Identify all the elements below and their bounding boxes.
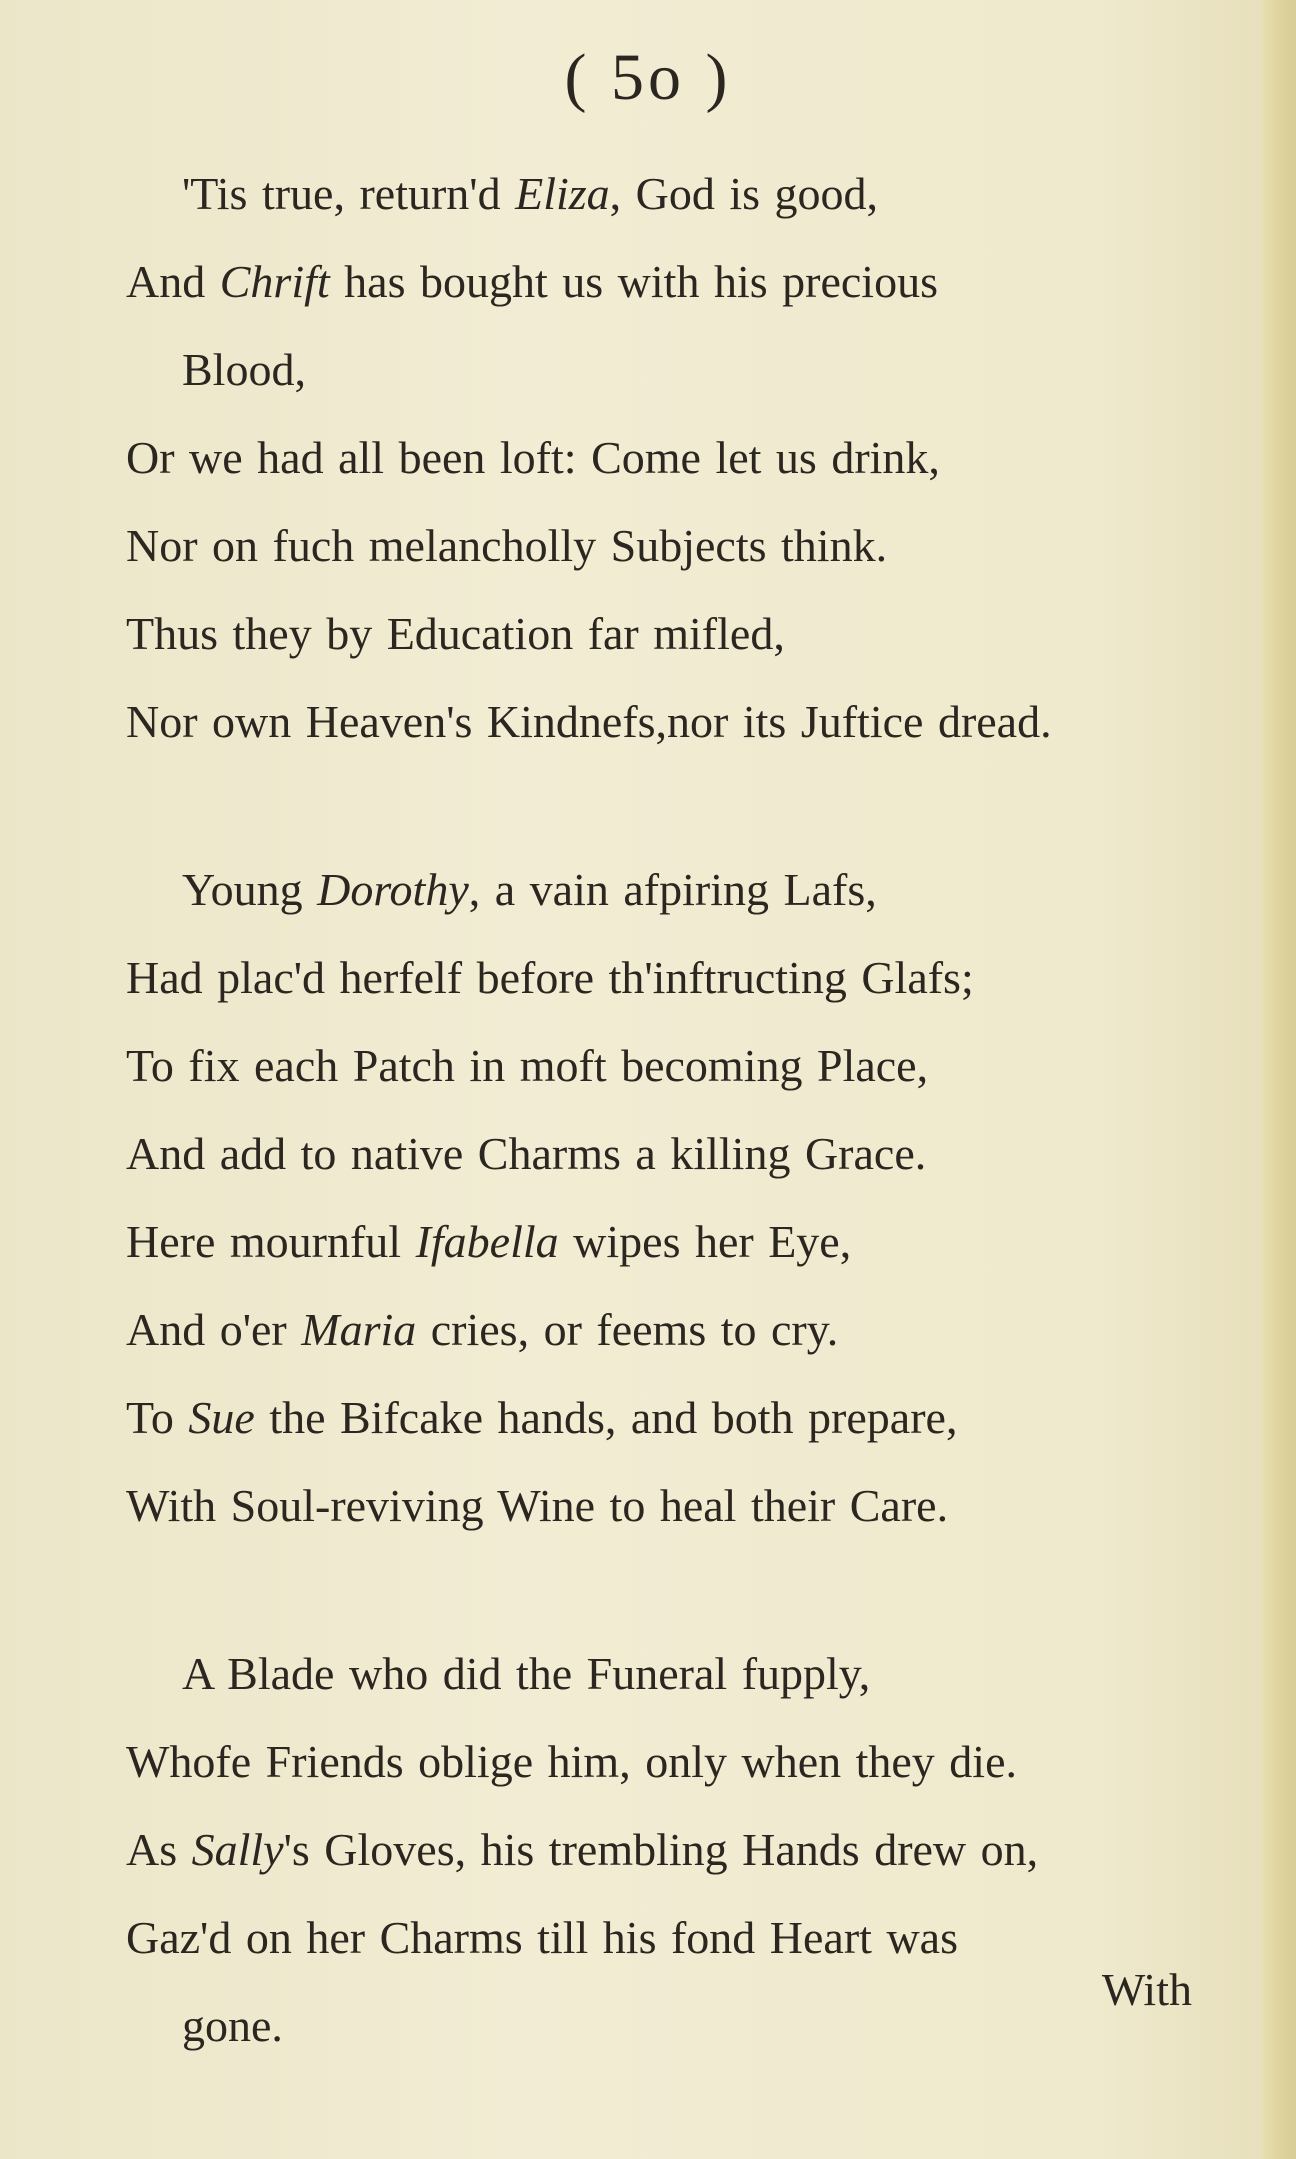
line-text: Had plac'd herfelf before th'inftructing Glafs;	[126, 952, 974, 1003]
italic-name: Eliza	[515, 168, 610, 219]
line-text: Nor on fuch melancholly Subjects think.	[126, 520, 888, 571]
italic-name: Maria	[301, 1304, 417, 1355]
line-text: With Soul-reviving Wine to heal their Care.	[126, 1480, 949, 1531]
italic-name: Sue	[188, 1392, 255, 1443]
poem-line	[126, 1462, 1196, 1550]
poem-line	[126, 1718, 1196, 1806]
page-gutter	[1262, 0, 1296, 2159]
poem-line	[126, 502, 1196, 590]
stanza	[126, 150, 1196, 766]
line-text: Here mournful	[126, 1216, 416, 1267]
poem-line	[126, 1198, 1196, 1286]
line-text: And add to native Charms a killing Grace.	[126, 1128, 927, 1179]
stanza	[126, 846, 1196, 1550]
line-text: Thus they by Education far mifled,	[126, 608, 785, 659]
line-text: Nor own Heaven's Kindnefs,nor its Juftice dread.	[126, 696, 1052, 747]
poem-line	[126, 1286, 1196, 1374]
line-text: To fix each Patch in moft becoming Place,	[126, 1040, 929, 1091]
poem-line	[126, 590, 1196, 678]
line-text: the Bifcake hands, and both prepare,	[254, 1392, 958, 1443]
line-text: gone.	[182, 2000, 283, 2051]
line-text: , God is good,	[609, 168, 879, 219]
poem-line	[126, 934, 1196, 1022]
catchword: With	[1101, 1964, 1192, 2015]
line-text: 's Gloves, his trembling Hands drew on,	[283, 1824, 1039, 1875]
line-text: Or we had all been loft: Come let us drink,	[126, 432, 940, 483]
line-text: Young	[182, 864, 318, 915]
poem-line	[126, 1982, 1196, 2070]
line-text: Whofe Friends oblige him, only when they die.	[126, 1736, 1018, 1787]
line-text: And	[126, 256, 220, 307]
page-number: ( 5o )	[564, 41, 732, 114]
poem-line	[126, 846, 1196, 934]
poem-line	[126, 326, 1196, 414]
line-text: cries, or feems to cry.	[416, 1304, 839, 1355]
stanza-break	[126, 766, 1196, 846]
poem-line	[126, 238, 1196, 326]
poem-line	[126, 414, 1196, 502]
poem-line	[126, 678, 1196, 766]
stanza	[126, 1630, 1196, 2070]
line-text: Gaz'd on her Charms till his fond Heart was	[126, 1912, 958, 1963]
poem-line	[126, 150, 1196, 238]
italic-name: Ifabella	[415, 1216, 559, 1267]
line-text: 'Tis true, return'd	[182, 168, 516, 219]
line-text: has bought us with his precious	[329, 256, 938, 307]
line-text: A Blade who did the Funeral fupply,	[182, 1648, 871, 1699]
line-text: As	[126, 1824, 192, 1875]
stanza-break	[126, 1550, 1196, 1630]
poem-line	[126, 1110, 1196, 1198]
poem-text	[126, 150, 1196, 2070]
line-text: And o'er	[126, 1304, 302, 1355]
line-text: To	[126, 1392, 189, 1443]
italic-name: Chrift	[219, 256, 330, 307]
line-text: , a vain afpiring Lafs,	[468, 864, 877, 915]
italic-name: Dorothy	[317, 864, 469, 915]
poem-line	[126, 1894, 1196, 1982]
line-text: wipes her Eye,	[558, 1216, 852, 1267]
poem-line	[126, 1806, 1196, 1894]
italic-name: Sally	[191, 1824, 284, 1875]
poem-line	[126, 1374, 1196, 1462]
line-text: Blood,	[182, 344, 306, 395]
poem-line	[126, 1630, 1196, 1718]
poem-line	[126, 1022, 1196, 1110]
